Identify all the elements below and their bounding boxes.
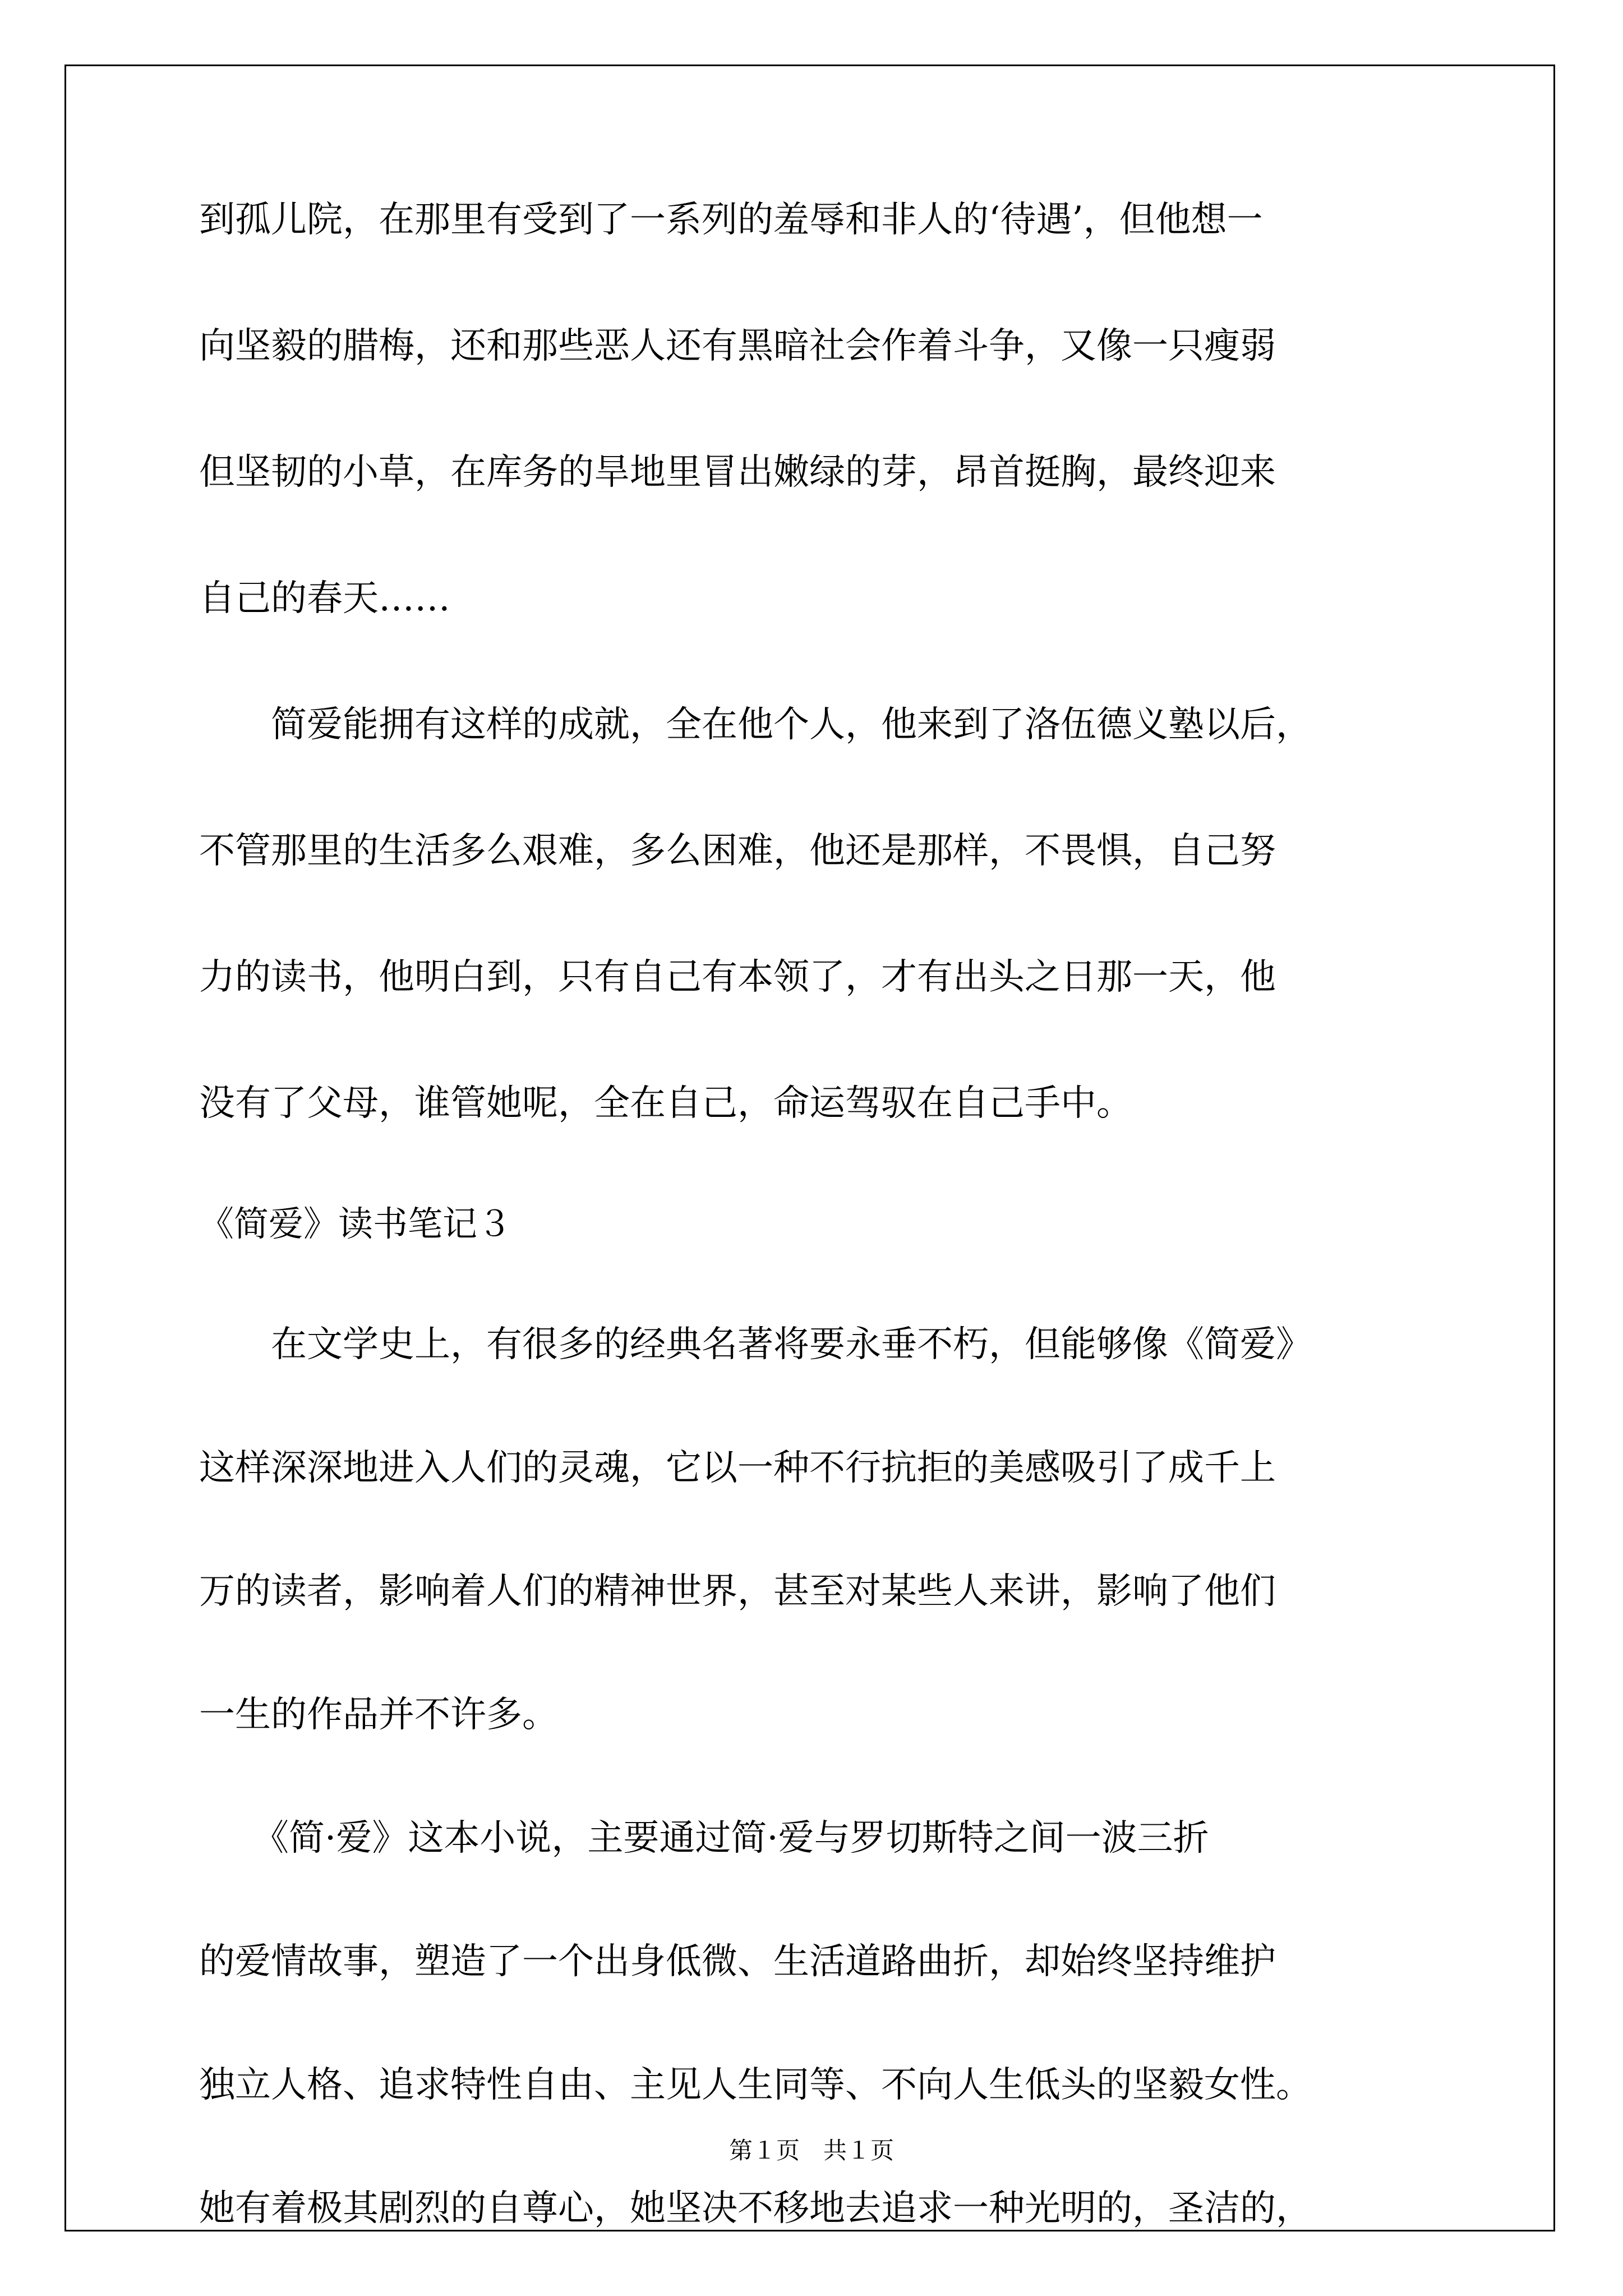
text-line: 万的读者，影响着人们的精神世界，甚至对某些人来讲，影响了他们 — [199, 1571, 1276, 1612]
page-border — [64, 65, 1555, 2231]
text-line: 一生的作品并不许多。 — [199, 1694, 558, 1736]
text-line: 到孤儿院，在那里有受到了一系列的羞辱和非人的‘待遇’，但他想一 — [199, 199, 1263, 241]
text-line: 独立人格、追求特性自由、主见人生同等、不向人生低头的坚毅女性。 — [199, 2064, 1312, 2106]
page-footer: 第１页 共１页 — [728, 2137, 894, 2164]
text-line: 但坚韧的小草，在库务的旱地里冒出嫩绿的芽，昂首挺胸，最终迎来 — [199, 452, 1276, 493]
text-line: 自己的春天…… — [199, 578, 450, 619]
text-line: 不管那里的生活多么艰难，多么困难，他还是那样，不畏惧，自己努 — [199, 830, 1276, 872]
text-line: 这样深深地进入人们的灵魂，它以一种不行抗拒的美感吸引了成千上 — [199, 1447, 1276, 1489]
text-line: 在文学史上，有很多的经典名著将要永垂不朽，但能够像《简爱》 — [199, 1324, 1312, 1365]
text-line: 她有着极其剧烈的自尊心，她坚决不移地去追求一种光明的，圣洁的， — [199, 2188, 1312, 2229]
text-line: 没有了父母，谁管她呢，全在自己，命运驾驭在自己手中。 — [199, 1083, 1132, 1124]
text-line: 的爱情故事，塑造了一个出身低微、生活道路曲折，却始终坚持维护 — [199, 1941, 1276, 1982]
text-line: 向坚毅的腊梅，还和那些恶人还有黑暗社会作着斗争，又像一只瘦弱 — [199, 325, 1276, 367]
text-line: 力的读书，他明白到，只有自己有本领了，才有出头之日那一天，他 — [199, 956, 1276, 998]
text-line: 简爱能拥有这样的成就，全在他个人，他来到了洛伍德义塾以后， — [199, 704, 1312, 746]
text-line: 《简·爱》这本小说，主要通过简·爱与罗切斯特之间一波三折 — [199, 1818, 1209, 1859]
section-heading: 《简爱》读书笔记３ — [199, 1203, 513, 1244]
